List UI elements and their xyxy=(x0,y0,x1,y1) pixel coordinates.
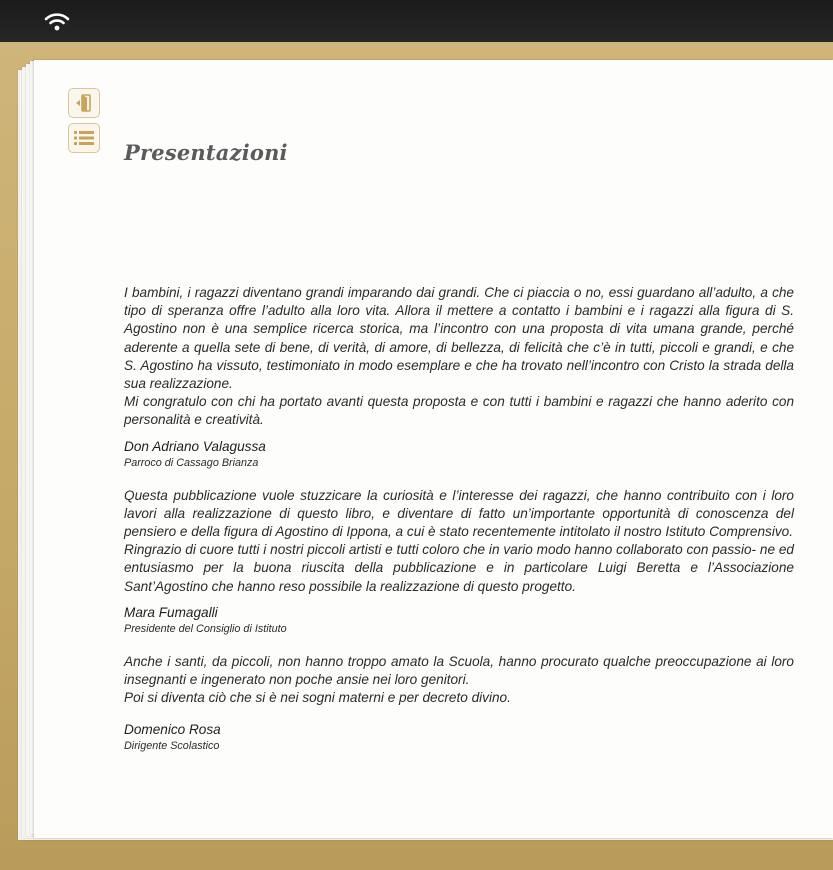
exit-door-icon xyxy=(74,93,94,113)
index-button[interactable] xyxy=(68,123,100,153)
paragraph: Anche i santi, da piccoli, non hanno troppo amato la Scuola, hanno procurato qualche preoccupazione ai loro insegnanti e ingenerato non poche ansie nei loro genitori. xyxy=(124,653,794,688)
signature-role: Dirigente Scolastico xyxy=(124,740,220,753)
presentation-section xyxy=(124,284,794,470)
wifi-icon xyxy=(44,12,70,32)
paragraph: Questa pubblicazione vuole stuzzicare la curiosità e l’interesse dei ragazzi, che hanno contribuito con i loro lavori alla realizzazione di questo libro, e diventare di fatto un’importante opportunità di conoscenza del pensiero e della figura di Agostino di Ippona, a cui è stato recentemente intitolato il nostro Istituto Comprensivo. xyxy=(124,487,794,540)
presentation-section xyxy=(124,653,794,754)
status-bar xyxy=(0,0,833,42)
paragraph: Ringrazio di cuore tutti i nostri piccoli artisti e tutti coloro che in vario modo hanno collaborato con passio- ne ed entusiasmo per la buona riuscita della pubblicazione e in particolare Luigi Beretta e l’Associazione Sant’Agostino che hanno reso possibile la realizzazione di questo progetto. xyxy=(124,542,794,594)
signature-role: Parroco di Cassago Brianza xyxy=(124,456,259,469)
page-content xyxy=(124,284,794,753)
signature-name: Don Adriano Valagussa xyxy=(124,438,266,454)
paragraph: Poi si diventa ciò che si è nei sogni materni e per decreto divino. xyxy=(124,690,511,706)
paragraph: Mi congratulo con chi ha portato avanti questa proposta e con tutti i bambini e ragazzi che hanno aderito con personalità e creatività. xyxy=(124,394,794,428)
signature-name: Domenico Rosa xyxy=(124,722,221,738)
presentation-section xyxy=(124,487,794,636)
paragraph: I bambini, i ragazzi diventano grandi imparando dai grandi. Che ci piaccia o no, essi guardano all’adulto, a che tipo di speranza offre l’adulto alla loro vita. Allora il mettere a contatto i bambini e i ragazzi alla figura di S. Agostino non è una semplice ricerca storica, ma l’incontro con una proposta di vita umana grande, perché aderente a quella sete di bene, di verità, di amore, di bellezza, di felicità che c’è in tutti, piccoli e grandi, e che S. Agostino ha vissuto, testimoniato in modo esemplare e che ha trovato nell’incontro con Cristo la strada della sua realizzazione. xyxy=(124,285,794,392)
exit-button[interactable] xyxy=(68,88,100,118)
list-icon xyxy=(73,129,95,147)
page-title: Presentazioni xyxy=(124,140,288,165)
signature-role: Presidente del Consiglio di Istituto xyxy=(124,622,287,635)
signature-name: Mara Fumagalli xyxy=(124,604,218,620)
